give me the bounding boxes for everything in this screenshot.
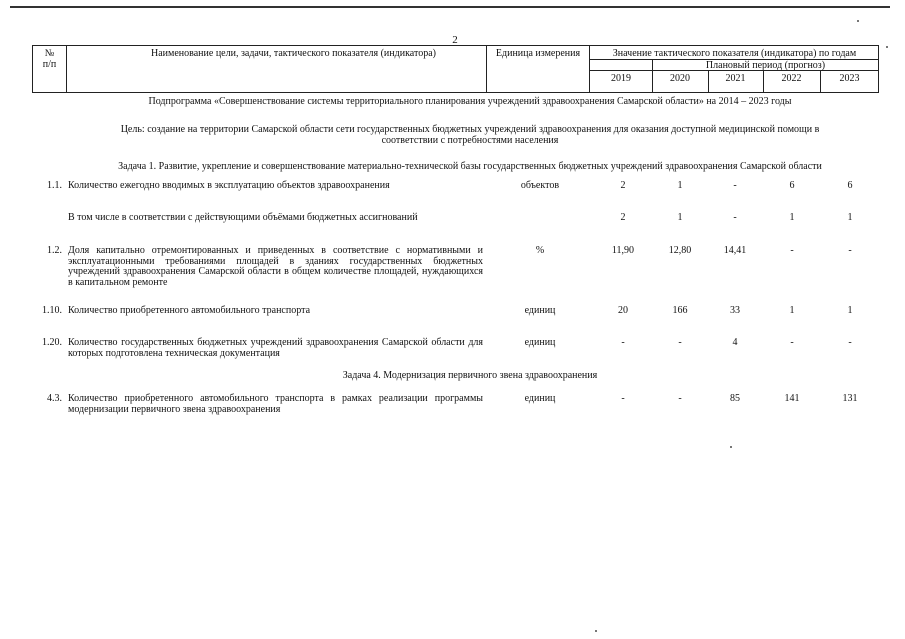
row-value-2019: - [621,337,625,348]
row-value-2022: - [790,245,794,256]
top-border-line [10,6,890,8]
row-value-2020: 1 [677,212,683,223]
row-value-2019: 2 [620,212,626,223]
task-1-heading: Задача 1. Развитие, укрепление и совершенствование материально-технической базы государственных бюджетных учреждений здравоохранения Самарской области [118,161,822,172]
row-value-2021: 14,41 [723,245,747,256]
page-number: 2 [452,34,458,46]
header-year: 2022 [781,73,802,84]
row-number: 1.1. [47,180,62,191]
row-value-2022: - [790,337,794,348]
row-value-2021: 85 [730,393,740,404]
row-unit: объектов [520,180,560,191]
row-unit: единиц [524,337,556,348]
row-value-2022: 141 [784,393,800,404]
row-value-2023: - [848,337,852,348]
row-unit: единиц [524,305,556,316]
row-value-2021: - [733,212,737,223]
table-header [32,45,879,93]
header-year: 2023 [839,73,860,84]
header-year: 2019 [611,73,631,84]
row-name: Количество государственных бюджетных учреждений здравоохранения Самарской области для которых подготовлена техническая документация [68,337,483,359]
task-4-heading: Задача 4. Модернизация первичного звена здравоохранения [342,370,598,381]
row-value-2023: 131 [842,393,858,404]
row-value-2021: - [733,180,737,191]
row-number: 1.20. [42,337,62,348]
header-year: 2021 [725,73,746,84]
scan-speck [595,630,597,632]
scan-speck [886,46,888,48]
row-value-2023: 1 [847,305,853,316]
header-planned-period: Плановый период (прогноз) [705,60,826,71]
row-name: В том числе в соответствии с действующими объёмами бюджетных ассигнований [68,212,418,223]
row-value-2020: 12,80 [668,245,692,256]
scan-speck [730,446,732,448]
row-value-2021: 4 [732,337,738,348]
header-col-num: № п/п [42,48,57,70]
row-value-2019: - [621,393,625,404]
header-year: 2020 [670,73,690,84]
row-value-2019: 2 [620,180,626,191]
row-value-2023: 6 [847,180,853,191]
row-name: Количество ежегодно вводимых в эксплуатацию объектов здравоохранения [68,180,390,191]
subprogram-title: Подпрограмма «Совершенствование системы территориального планирования учреждений здравоохранения Самарской области» на 2014 – 2023 годы [148,96,792,107]
header-col-values: Значение тактического показателя (индикатора) по годам [612,48,857,59]
row-unit: % [535,245,545,256]
header-col-unit: Единица измерения [495,48,581,59]
header-col-name: Наименование цели, задачи, тактического показателя (индикатора) [151,48,436,59]
row-value-2022: 1 [789,212,795,223]
row-name: Доля капитально отремонтированных и приведенных в соответствие с нормативными и эксплуатационными требованиями площадей в зданиях государственных бюджетных учреждений здравоохранения Самарской области в общем количестве площадей, нуждающихся в капитальном ремонте [68,245,483,288]
row-value-2022: 6 [789,180,795,191]
row-number: 4.3. [47,393,62,404]
row-value-2019: 20 [618,305,628,316]
row-unit: единиц [524,393,556,404]
row-value-2019: 11,90 [611,245,635,256]
row-value-2022: 1 [789,305,795,316]
row-value-2020: - [678,393,682,404]
row-value-2023: - [848,245,852,256]
row-value-2020: 166 [672,305,688,316]
row-value-2023: 1 [847,212,853,223]
scan-speck [857,20,859,22]
row-name: Количество приобретенного автомобильного транспорта [68,305,311,316]
row-number: 1.10. [42,305,62,316]
row-value-2020: - [678,337,682,348]
row-number: 1.2. [47,245,62,256]
row-value-2021: 33 [730,305,740,316]
goal-text: Цель: создание на территории Самарской области сети государственных бюджетных учреждений здравоохранения для оказания доступной медицинской помощи в соответствии с потребностями населения [120,124,820,146]
row-value-2020: 1 [677,180,683,191]
row-name: Количество приобретенного автомобильного транспорта в рамках реализации программы модернизации первичного звена здравоохранения [68,393,483,415]
